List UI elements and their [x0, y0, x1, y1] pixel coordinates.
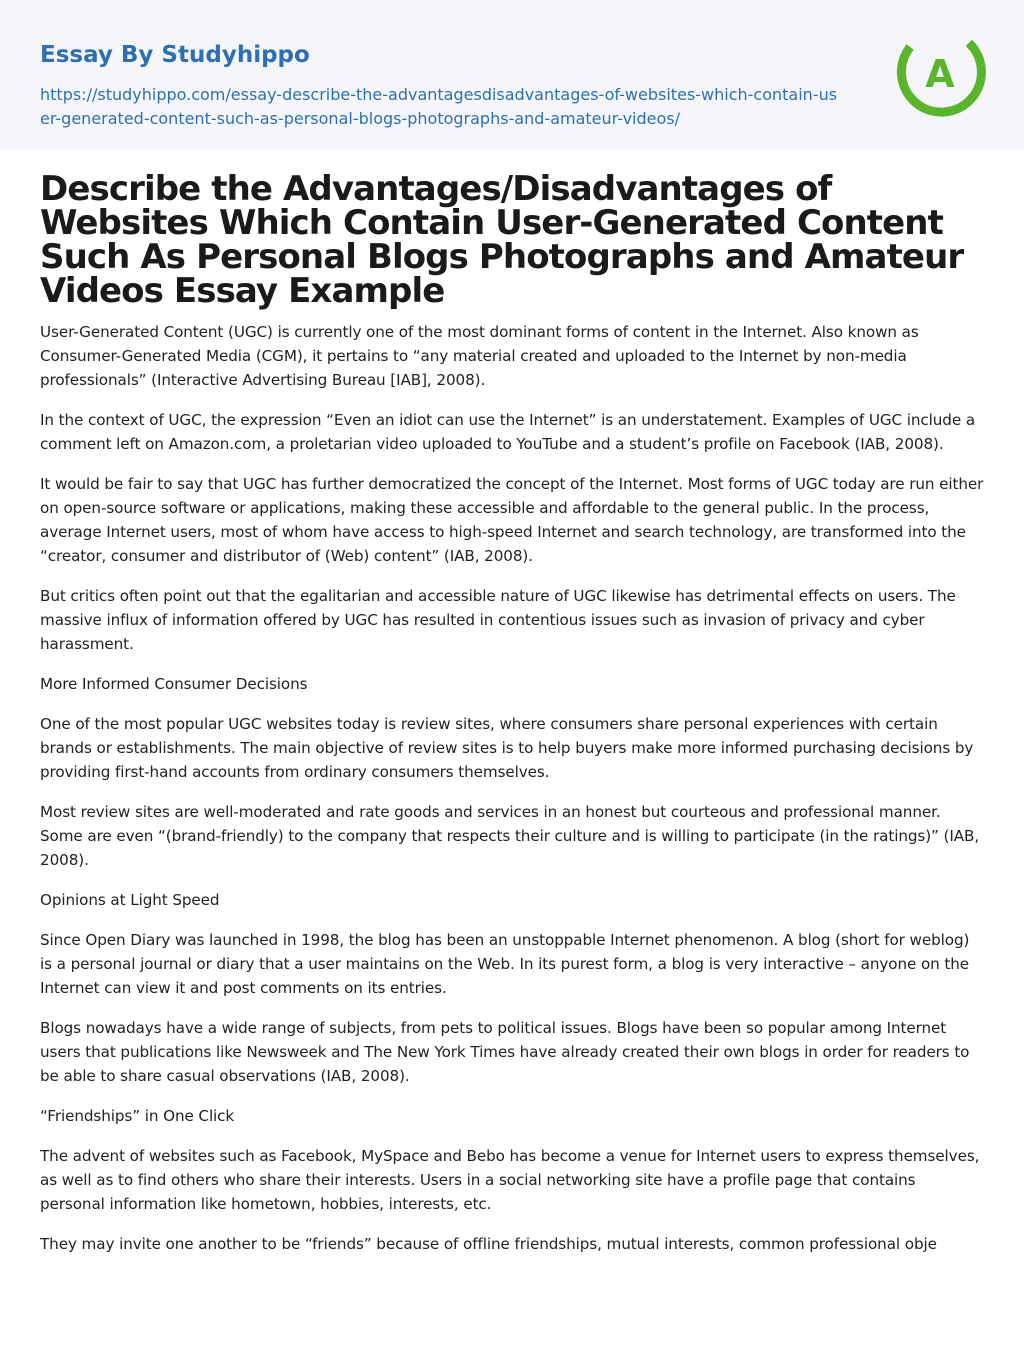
paragraph: In the context of UGC, the expression “Even an idiot can use the Internet” is an understatement. Examples of UGC include a comment left on Amazon.com, a proletarian video uploaded to YouTube and a student’s profile on Facebook (IAB, 2008).: [40, 411, 976, 453]
paragraph: More Informed Consumer Decisions: [40, 675, 308, 693]
article-body: [0, 150, 1024, 1256]
paragraph: But critics often point out that the egalitarian and accessible nature of UGC likewise has detrimental effects on users. The massive influx of information offered by UGC has resulted in contentious issues such as invasion of privacy and cyber harassment.: [40, 587, 956, 653]
page-header: [0, 0, 1024, 150]
paragraph: The advent of websites such as Facebook, MySpace and Bebo has become a venue for Internet users to express themselves, as well as to find others who share their interests. Users in a social networking site have a profile page that contains personal information like hometown, hobbies, interests, etc.: [40, 1147, 980, 1213]
paragraph: It would be fair to say that UGC has further democratized the concept of the Internet. Most forms of UGC today are run either on open-source software or applications, making these accessible and affordable to the general public. In the process, average Internet users, most of whom have access to high-speed Internet and search technology, are transformed into the “creator, consumer and distributor of (Web) content” (IAB, 2008).: [40, 475, 984, 565]
paragraph: Most review sites are well-moderated and rate goods and services in an honest but courteous and professional manner. Some are even “(brand-friendly) to the company that respects their culture and is willing to participate (in the ratings)” (IAB, 2008).: [40, 803, 980, 869]
brand-title: Essay By Studyhippo: [40, 42, 310, 68]
article-title: Describe the Advantages/Disadvantages of Websites Which Contain User-Generated Content Such As Personal Blogs Photographs and Amateur Videos Essay Example: [40, 169, 964, 311]
paragraph: Blogs nowadays have a wide range of subjects, from pets to political issues. Blogs have been so popular among Internet users that publications like Newsweek and The New York Times have already created their own blogs in order for readers to be able to share casual observations (IAB, 2008).: [40, 1019, 970, 1085]
source-url-link[interactable]: https://studyhippo.com/essay-describe-the-advantagesdisadvantages-of-websites-which-contain-user-generated-content-such-as-personal-blogs-photographs-and-amateur-videos/: [40, 85, 838, 128]
paragraph: Since Open Diary was launched in 1998, the blog has been an unstoppable Internet phenomenon. A blog (short for weblog) is a personal journal or diary that a user maintains on the Web. In its purest form, a blog is very interactive – anyone on the Internet can view it and post comments on its entries.: [40, 931, 970, 997]
paragraph-list: [40, 320, 984, 1256]
paragraph: Opinions at Light Speed: [40, 891, 220, 909]
paragraph: “Friendships” in One Click: [40, 1107, 235, 1125]
paragraph: They may invite one another to be “friends” because of offline friendships, mutual interests, common professional obje: [40, 1235, 937, 1253]
circle-a-logo-icon: [894, 28, 986, 120]
paragraph: One of the most popular UGC websites today is review sites, where consumers share personal experiences with certain brands or establishments. The main objective of review sites is to help buyers make more informed purchasing decisions by providing first-hand accounts from ordinary consumers themselves.: [40, 715, 974, 781]
logo-letter: A: [925, 52, 955, 96]
paragraph: User-Generated Content (UGC) is currently one of the most dominant forms of content in the Internet. Also known as Consumer-Generated Media (CGM), it pertains to “any material created and uploaded to the Internet by non-media professionals” (Interactive Advertising Bureau [IAB], 2008).: [40, 323, 919, 389]
